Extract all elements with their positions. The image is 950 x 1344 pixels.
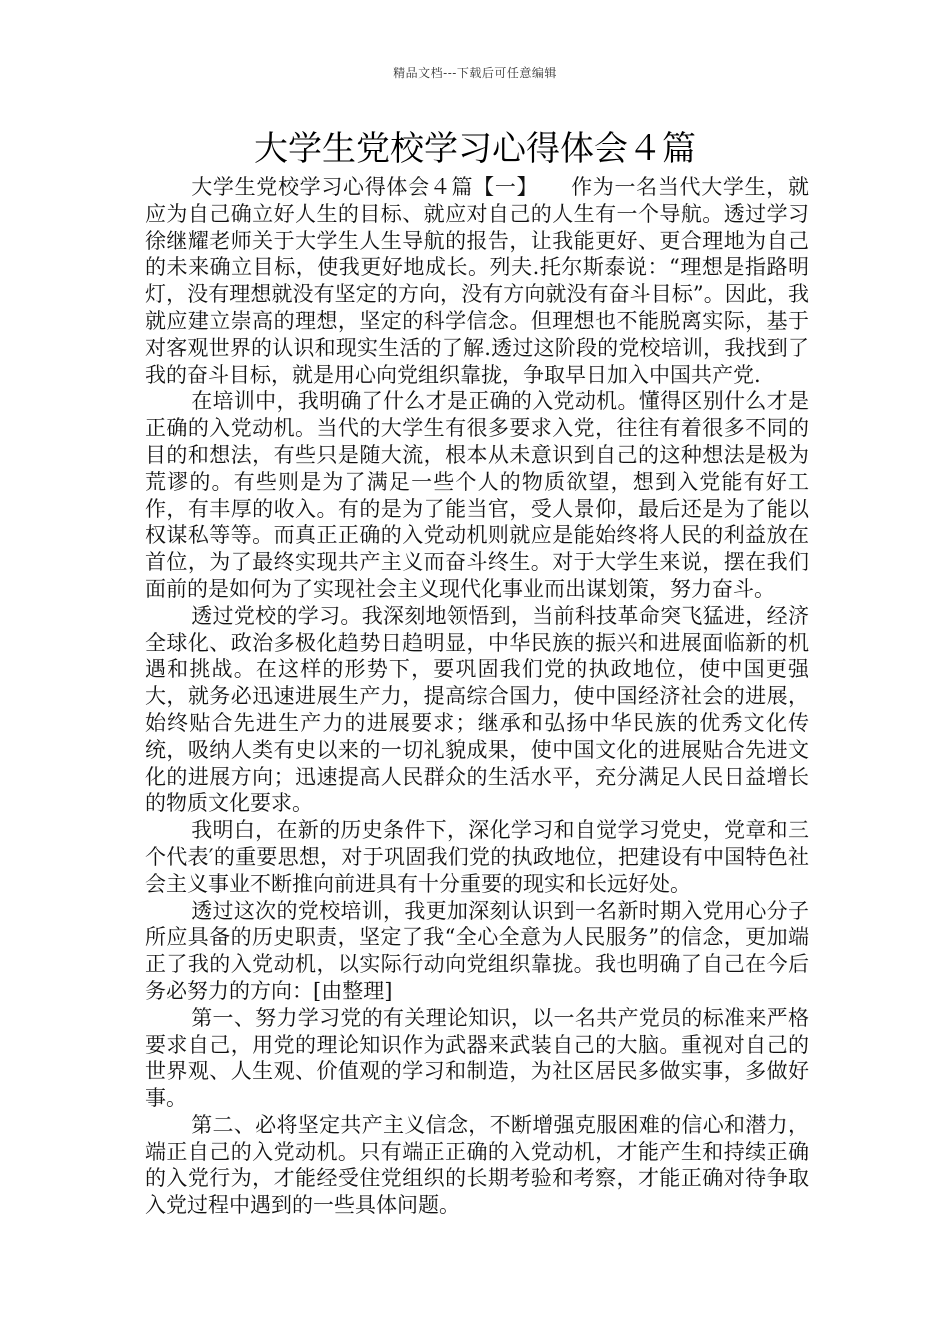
paragraph: 在培训中，我明确了什么才是正确的入党动机。懂得区别什么才是正确的入党动机。当代的大学生有很多要求入党，往往有着很多不同的目的和想法，有些只是随大流，根本从未意识到自己的这种想法是极为荒谬的。有些则是为了满足一些个人的物质欲望，想到入党能有好工作，有丰厚的收入。有的是为了能当官，受人景仰，最后还是为了能以权谋私等等。而真正正确的入党动机则就应是能始终将人民的利益放在首位，为了最终实现共产主义而奋斗终生。对于大学生来说，摆在我们面前的是如何为了实现社会主义现代化事业而出谋划策，努力奋斗。 (145, 389, 809, 601)
paragraph: 第一、努力学习党的有关理论知识，以一名共产党员的标准来严格要求自己，用党的理论知识作为武器来武装自己的大脑。重视对自己的世界观、人生观、价值观的学习和制造，为社区居民多做实事，多做好事。 (145, 1005, 809, 1111)
page-header-note: 精品文档---下载后可任意编辑 (393, 66, 557, 80)
document-title: 大学生党校学习心得体会４篇 (254, 129, 696, 169)
paragraph: 透过这次的党校培训，我更加深刻认识到一名新时期入党用心分子所应具备的历史职责，坚定了我“全心全意为人民服务”的信念，更加端正了我的入党动机，以实际行动向党组织靠拢。我也明确了自己在今后务必努力的方向：[由整理] (145, 898, 809, 1003)
paragraph: 大学生党校学习心得体会４篇【一】 作为一名当代大学生，就应为自己确立好人生的目标、就应对自己的人生有一个导航。透过学习徐继耀老师关于大学生人生导航的报告，让我能更好、更合理地为自己的未来确立目标，使我更好地成长。列夫.托尔斯泰说：“理想是指路明灯，没有理想就没有坚定的方向，没有方向就没有奋斗目标”。因此，我就应建立崇高的理想，坚定的科学信念。但理想也不能脱离实际，基于对客观世界的认识和现实生活的了解.透过这阶段的党校培训，我找到了我的奋斗目标，就是用心向党组织靠拢，争取早日加入中国共产党. (145, 175, 809, 387)
document-body (145, 174, 809, 1219)
paragraph: 透过党校的学习。我深刻地领悟到，当前科技革命突飞猛进，经济全球化、政治多极化趋势日趋明显，中华民族的振兴和进展面临新的机遇和挑战。在这样的形势下，要巩固我们党的执政地位，使中国更强大，就务必迅速进展生产力，提高综合国力，使中国经济社会的进展，始终贴合先进生产力的进展要求；继承和弘扬中华民族的优秀文化传统，吸纳人类有史以来的一切礼貌成果，使中国文化的进展贴合先进文化的进展方向；迅速提高人民群众的生活水平，充分满足人民日益增长的物质文化要求。 (145, 603, 809, 816)
paragraph: 我明白，在新的历史条件下，深化学习和自觉学习党史，党章和三个代表′的重要思想，对于巩固我们党的执政地位，把建设有中国特色社会主义事业不断推向前进具有十分重要的现实和长远好处。 (145, 818, 809, 896)
paragraph: 第二、必将坚定共产主义信念，不断增强克服困难的信心和潜力，端正自己的入党动机。只有端正正确的入党动机，才能产生和持续正确的入党行为，才能经受住党组织的长期考验和考察，才能正确对待争取入党过程中遇到的一些具体问题。 (145, 1112, 809, 1218)
